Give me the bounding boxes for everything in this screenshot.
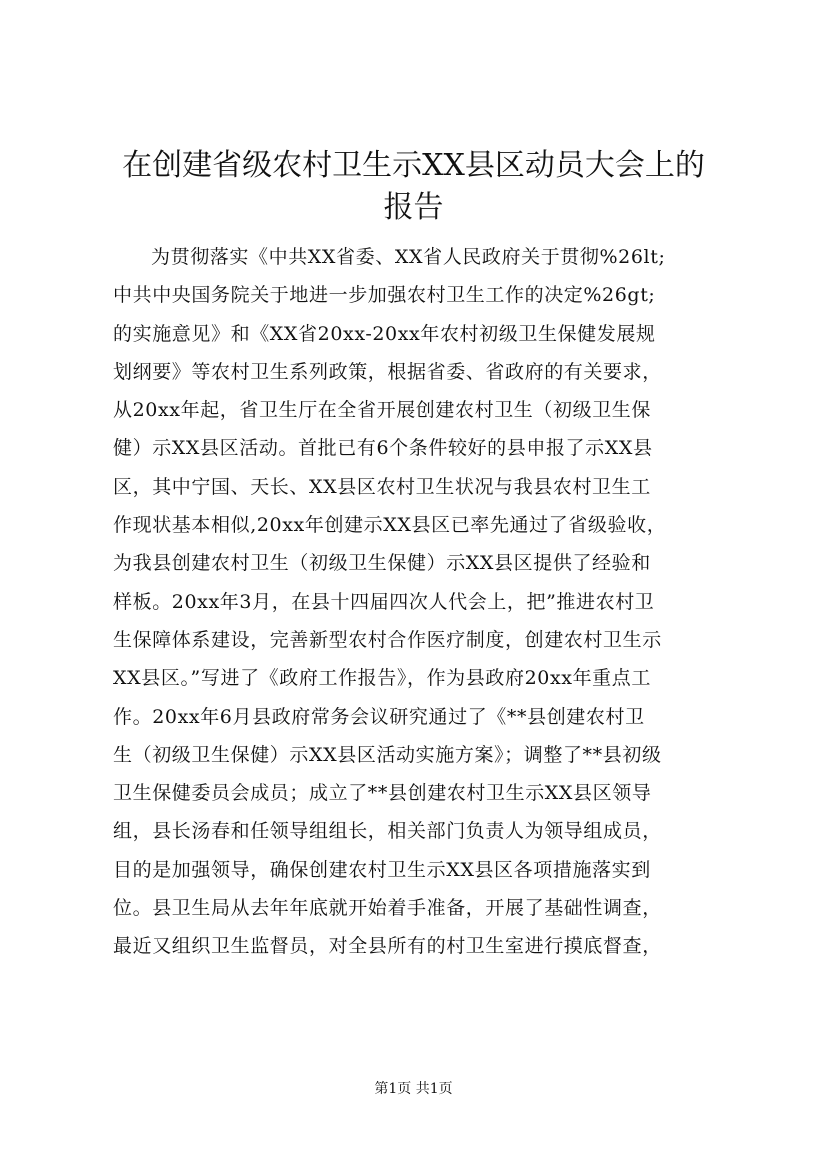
paragraph-line: 作现状基本相似,20xx年创建示XX县区已率先通过了省级验收， — [113, 514, 667, 537]
paragraph-line: XX县区。”写进了《政府工作报告》，作为县政府20xx年重点工 — [113, 667, 651, 690]
paragraph-line: 健）示XX县区活动。首批已有6个条件较好的县申报了示XX县 — [113, 437, 653, 460]
paragraph-line: 目的是加强领导，确保创建农村卫生示XX县区各项措施落实到 — [113, 858, 651, 881]
paragraph-line: 划纲要》等农村卫生系列政策，根据省委、省政府的有关要求， — [113, 360, 662, 383]
paragraph-line: 卫生保健委员会成员；成立了**县创建农村卫生示XX县区领导 — [113, 782, 652, 805]
paragraph-line: 样板。20xx年3月，在县十四届四次人代会上，把”推进农村卫 — [113, 590, 655, 613]
paragraph-line: 的实施意见》和《XX省20xx-20xx年农村初级卫生保健发展规 — [113, 322, 656, 345]
paragraph-line: 为贯彻落实《中共XX省委、XX省人民政府关于贯彻%26lt; — [151, 246, 666, 268]
body-paragraph — [113, 238, 725, 966]
paragraph-line: 从20xx年起，省卫生厅在全省开展创建农村卫生（初级卫生保 — [113, 399, 652, 422]
paragraph-line: 生（初级卫生保健）示XX县区活动实施方案》；调整了**县初级 — [113, 743, 662, 766]
paragraph-line: 作。20xx年6月县政府常务会议研究通过了《**县创建农村卫 — [113, 705, 645, 728]
paragraph-line: 生保障体系建设，完善新型农村合作医疗制度，创建农村卫生示 — [113, 628, 662, 651]
paragraph-line: 为我县创建农村卫生（初级卫生保健）示XX县区提供了经验和 — [113, 552, 651, 575]
page-footer: 第1页 共1页 — [374, 1081, 453, 1097]
paragraph-line: 组，县长汤春和任领导组组长，相关部门负责人为领导组成员， — [113, 820, 662, 843]
paragraph-line: 位。县卫生局从去年年底就开始着手准备，开展了基础性调查， — [113, 897, 662, 920]
paragraph-line: 中共中央国务院关于地进一步加强农村卫生工作的决定%26gt; — [113, 284, 656, 307]
document-title — [60, 145, 767, 229]
title-line-1: 在创建省级农村卫生示XX县区动员大会上的 — [122, 148, 705, 183]
paragraph-line: 最近又组织卫生监督员，对全县所有的村卫生室进行摸底督查， — [113, 935, 662, 958]
paragraph-line: 区，其中宁国、天长、XX县区农村卫生状况与我县农村卫生工 — [113, 475, 651, 498]
title-line-2: 报告 — [383, 190, 444, 225]
